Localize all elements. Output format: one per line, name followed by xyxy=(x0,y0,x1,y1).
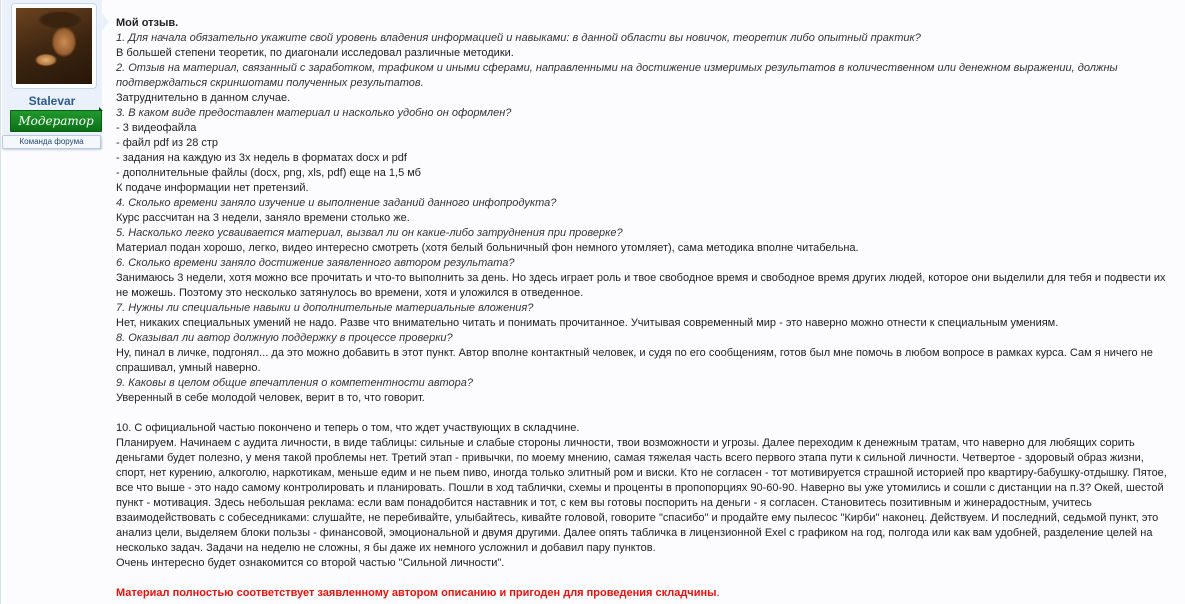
verdict-line xyxy=(116,586,1176,601)
post-content xyxy=(116,16,1176,601)
review-title: Мой отзыв. xyxy=(116,17,179,29)
question-9: 9. Каковы в целом общие впечатления о компетентности автора? xyxy=(116,377,474,389)
user-card xyxy=(2,0,102,150)
section-10-body: Планируем. Начинаем с аудита личности, в виде таблицы: сильные и слабые стороны личности, твои возможности и угрозы. Далее переходим к денежным тратам, что наверно для любящих сорить деньгами будет полезно, у меня такой проблемы нет. Третий этап - привычки, по моему мнению, самая тяжелая часть всего первого этапа пути к сильной личности. Четвертое - здоровый образ жизни, спорт, нет курению, алкоголю, наркотикам, меньше едим и не пьем пиво, иногда только элитный ром и виски. Кто не согласен - тот мотивируется страшной историей про квартиру-бабушку-отдышку. Пятое, все что выше - это надо самому контролировать и планировать. Пошли в ход таблички, схемы и проценты в пропопорциях 90-60-90. Наверно вы уже утомились и сошли с дистанции на п.3? Окей, шестой пункт - мотивация. Здесь небольшая реклама: если вам понадобится наставник и тот, с кем вы готовы поспорить на деньги - я согласен. Становитесь позитивным и жинерадостным, учитесь взаимодействовать с собеседниками: слушайте, не перебивайте, улыбайтесь, кивайте головой, говорите "спасибо" и продайте ему пылесос "Кирби" наконец. Действуем. И последний, седьмой пункт, это анализ цели, выделяем блоки пользы - финансовой, эмоциональной и двумя другими. Далее опять табличка в лицензионной Exel с графиком на год, полгода или как вам удобней, разделение целей на несколько задач. Задачи на неделю не сложны, я бы даже их немного усложнил и добавил пару пунктов. xyxy=(116,437,1167,554)
spacer xyxy=(116,406,1176,421)
question-2: 2. Отзыв на материал, связанный с заработком, трафиком и иными сферами, направленными на достижение измеримых результатов в количественном или денежном выражении, должны подтверждаться скриншотами полученных результатов. xyxy=(116,62,1118,89)
answer-3-line: К подаче информации нет претензий. xyxy=(116,182,309,194)
answer-2: Затруднительно в данном случае. xyxy=(116,92,291,104)
answer-3-line: - 3 видеофайла xyxy=(116,122,197,134)
username-link[interactable]: Stalevar xyxy=(28,94,76,108)
moderator-badge: Модератор xyxy=(10,110,102,132)
answer-7: Нет, никаких специальных умений не надо. Разве что внимательно читать и понимать прочитанное. Учитывая современный мир - это наверно можно отнести к специальным умениям. xyxy=(116,317,1059,329)
question-4: 4. Сколько времени заняло изучение и выполнение заданий данного инфопродукта? xyxy=(116,197,557,209)
avatar-frame[interactable] xyxy=(11,3,97,89)
answer-5: Материал подан хорошо, легко, видео интересно смотреть (хотя белый больничный фон немного утомляет), сама методика вполне читабельна. xyxy=(116,242,859,254)
message-pointer-arrow xyxy=(101,12,109,32)
answer-6: Занимаюсь 3 недели, хотя можно все прочитать и что-то выполнить за день. Но здесь играет роль и твое свободное время и свободное время других людей, которое они выделили для тебя и подвести их не можешь. Поэтому это несколько затянулось во времени, хотя и уложился в отведенное. xyxy=(116,272,1166,299)
question-3: 3. В каком виде предоставлен материал и насколько удобно он оформлен? xyxy=(116,107,512,119)
forum-team-badge: Команда форума xyxy=(2,135,101,149)
question-8: 8. Оказывал ли автор должную поддержку в процессе проверки? xyxy=(116,332,453,344)
answer-3-line: - дополнительные файлы (docx, png, xls, pdf) еще на 1,5 мб xyxy=(116,167,421,179)
verdict-period: . xyxy=(716,587,720,599)
answer-3-line: - задания на каждую из 3х недель в форматах docx и pdf xyxy=(116,152,407,164)
answer-1: В большей степени теоретик, по диагонали исследовал различные методики. xyxy=(116,47,514,59)
spacer xyxy=(116,571,1176,586)
question-1: 1. Для начала обязательно укажите свой уровень владения информацией и навыками: в данной области вы новичок, теоретик либо опытный практик? xyxy=(116,32,921,44)
question-5: 5. Насколько легко усваивается материал, вызвал ли он какие-либо затруднения при проверке? xyxy=(116,227,623,239)
section-10-title: 10. С официальной частью покончено и теперь о том, что ждет участвующих в складчине. xyxy=(116,422,580,434)
answer-3-line: - файл pdf из 28 стр xyxy=(116,137,219,149)
verdict-text: Материал полностью соответствует заявленному автором описанию и пригоден для проведения складчины xyxy=(116,587,717,599)
question-6: 6. Сколько времени заняло достижение заявленного автором результата? xyxy=(116,257,515,269)
answer-4: Курс рассчитан на 3 недели, заняло времени столько же. xyxy=(116,212,410,224)
closing-line: Очень интересно будет ознакомится со второй частью "Сильной личности". xyxy=(116,557,505,569)
question-7: 7. Нужны ли специальные навыки и дополнительные материальные вложения? xyxy=(116,302,534,314)
answer-9: Уверенный в себе молодой человек, верит в то, что говорит. xyxy=(116,392,425,404)
avatar[interactable] xyxy=(16,8,92,84)
user-info-column xyxy=(0,0,102,604)
answer-8: Ну, пинал в личке, подгонял... да это можно добавить в этот пункт. Автор вполне контактный человек, и судя по его сообщениям, готов был мне помочь в любом вопросе в рамках курса. Сам я ничего не спрашивал, умный наверно. xyxy=(116,347,1153,374)
